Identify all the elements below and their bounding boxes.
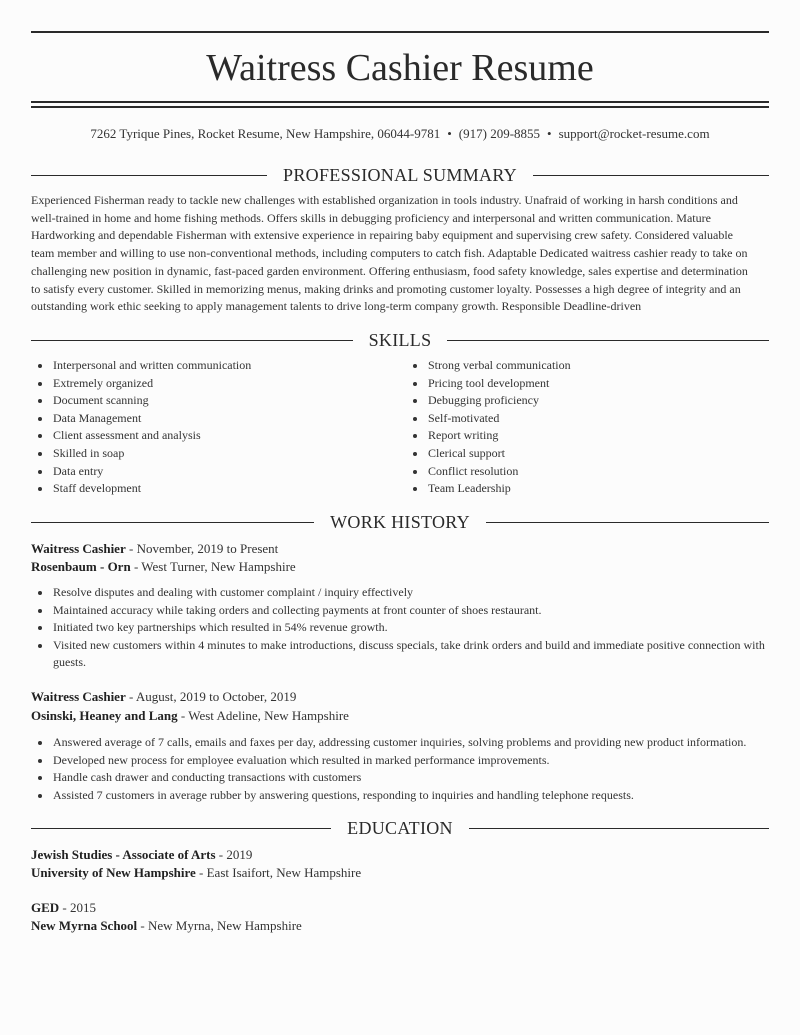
education-degree-line: [31, 846, 769, 864]
divider: [31, 828, 331, 829]
section-title: WORK HISTORY: [330, 511, 470, 532]
email-link[interactable]: support@rocket-resume.com: [558, 126, 710, 141]
employer-name: Osinski, Heaney and Lang: [31, 708, 178, 723]
section-title: EDUCATION: [347, 817, 453, 838]
job-title: Waitress Cashier: [31, 689, 126, 704]
duty-item: Resolve disputes and dealing with customer complaint / inquiry effectively: [31, 584, 769, 602]
summary-line: well-trained in home and home fishing methods. Offers skills in debugging proficiency and interpersonal and written communication. Mature: [31, 210, 711, 225]
section-title: SKILLS: [368, 329, 432, 350]
degree: Jewish Studies - Associate of Arts: [31, 847, 216, 862]
employer-location: - West Turner, New Hampshire: [130, 559, 296, 574]
duty-item: Initiated two key partnerships which resulted in 54% revenue growth.: [31, 619, 769, 637]
divider: [533, 175, 769, 176]
education-school-line: [31, 864, 769, 882]
section-heading-education: [31, 817, 769, 839]
summary-line: Hardworking and dependable Fisherman with extensive experience in repairing baby equipment and supervising crew safety. Considered valuable: [31, 228, 733, 243]
top-rule: [31, 31, 769, 33]
degree: GED: [31, 900, 60, 915]
school-name: New Myrna School: [31, 918, 138, 933]
duty-item: Developed new process for employee evaluation which resulted in marked performance improvements.: [31, 752, 769, 770]
school-name: University of New Hampshire: [31, 865, 196, 880]
skills-list-right: [406, 357, 766, 498]
job-dates: - November, 2019 to Present: [125, 541, 279, 556]
school-location: - New Myrna, New Hampshire: [137, 918, 302, 933]
skill-item: Self-motivated: [406, 410, 766, 428]
job-title-line: [31, 688, 769, 706]
job-dates: - August, 2019 to October, 2019: [125, 689, 297, 704]
section-heading-summary: [31, 164, 769, 186]
skill-item: Team Leadership: [406, 480, 766, 498]
education-school-line: [31, 917, 769, 935]
summary-line: outstanding work ethic seeking to apply management talents to drive long-term company growth. Responsible Deadline-driven: [31, 299, 642, 314]
summary-line: to satisfy every customer. Skilled in memorizing menus, making drinks and promoting customer loyalty. Possesses a high degree of integrity and an: [31, 281, 741, 296]
school-location: - East Isaifort, New Hampshire: [195, 865, 362, 880]
section-title: PROFESSIONAL SUMMARY: [283, 164, 517, 185]
skill-item: Staff development: [31, 480, 391, 498]
degree-year: - 2019: [215, 847, 253, 862]
divider: [31, 522, 314, 523]
skill-item: Strong verbal communication: [406, 357, 766, 375]
divider: [447, 340, 769, 341]
section-heading-skills: [31, 329, 769, 351]
job-title: Waitress Cashier: [31, 541, 126, 556]
duty-item: Assisted 7 customers in average rubber by answering questions, responding to inquiries and handling telephone requests.: [31, 787, 769, 805]
address: 7262 Tyrique Pines, Rocket Resume, New Hampshire, 06044-9781: [90, 126, 441, 141]
skill-item: Skilled in soap: [31, 445, 391, 463]
skill-item: Data entry: [31, 463, 391, 481]
separator-dot: •: [447, 126, 452, 141]
education-degree-line: [31, 899, 769, 917]
skill-item: Debugging proficiency: [406, 392, 766, 410]
header-rule: [31, 101, 769, 103]
header-rule: [31, 106, 769, 108]
skill-item: Clerical support: [406, 445, 766, 463]
section-heading-work: [31, 511, 769, 533]
duty-item: Handle cash drawer and conducting transactions with customers: [31, 769, 769, 787]
skill-item: Conflict resolution: [406, 463, 766, 481]
employer-name: Rosenbaum - Orn: [31, 559, 131, 574]
duty-item: Maintained accuracy while taking orders and collecting payments at front counter of shoes restaurant.: [31, 602, 769, 620]
summary-line: challenging new position in dynamic, fast-paced garden environment. Offering enthusiasm, food safety knowledge, sales expertise and determination: [31, 263, 748, 278]
resume-title: Waitress Cashier Resume: [206, 47, 594, 89]
job-employer-line: [31, 707, 769, 725]
job-title-line: [31, 540, 769, 558]
contact-line: [31, 125, 769, 143]
skill-item: Extremely organized: [31, 375, 391, 393]
divider: [486, 522, 769, 523]
skill-item: Client assessment and analysis: [31, 427, 391, 445]
degree-year: - 2015: [59, 900, 97, 915]
skill-item: Data Management: [31, 410, 391, 428]
separator-dot: •: [547, 126, 552, 141]
divider: [469, 828, 769, 829]
skill-item: Report writing: [406, 427, 766, 445]
divider: [31, 175, 267, 176]
skill-item: Interpersonal and written communication: [31, 357, 391, 375]
summary-text: [31, 192, 769, 316]
job-employer-line: [31, 558, 769, 576]
summary-line: Experienced Fisherman ready to tackle new challenges with established organization in tools industry. Unafraid of working in harsh conditions and: [31, 193, 738, 207]
skills-list-left: [31, 357, 391, 498]
skill-item: Document scanning: [31, 392, 391, 410]
phone: (917) 209-8855: [458, 126, 541, 141]
employer-location: - West Adeline, New Hampshire: [177, 708, 349, 723]
skill-item: Pricing tool development: [406, 375, 766, 393]
job-duties-list: [31, 584, 769, 672]
divider: [31, 340, 353, 341]
summary-line: team member and willing to use non-conventional methods, including computers to catch fish. Adaptable Dedicated waitress cashier ready to take on: [31, 246, 748, 261]
job-duties-list: [31, 734, 769, 804]
duty-item: Answered average of 7 calls, emails and faxes per day, addressing customer inquiries, solving problems and providing new product information.: [31, 734, 769, 752]
duty-item: Visited new customers within 4 minutes to make introductions, discuss specials, take drink orders and build and immediate positive connection with guests.: [31, 637, 769, 672]
